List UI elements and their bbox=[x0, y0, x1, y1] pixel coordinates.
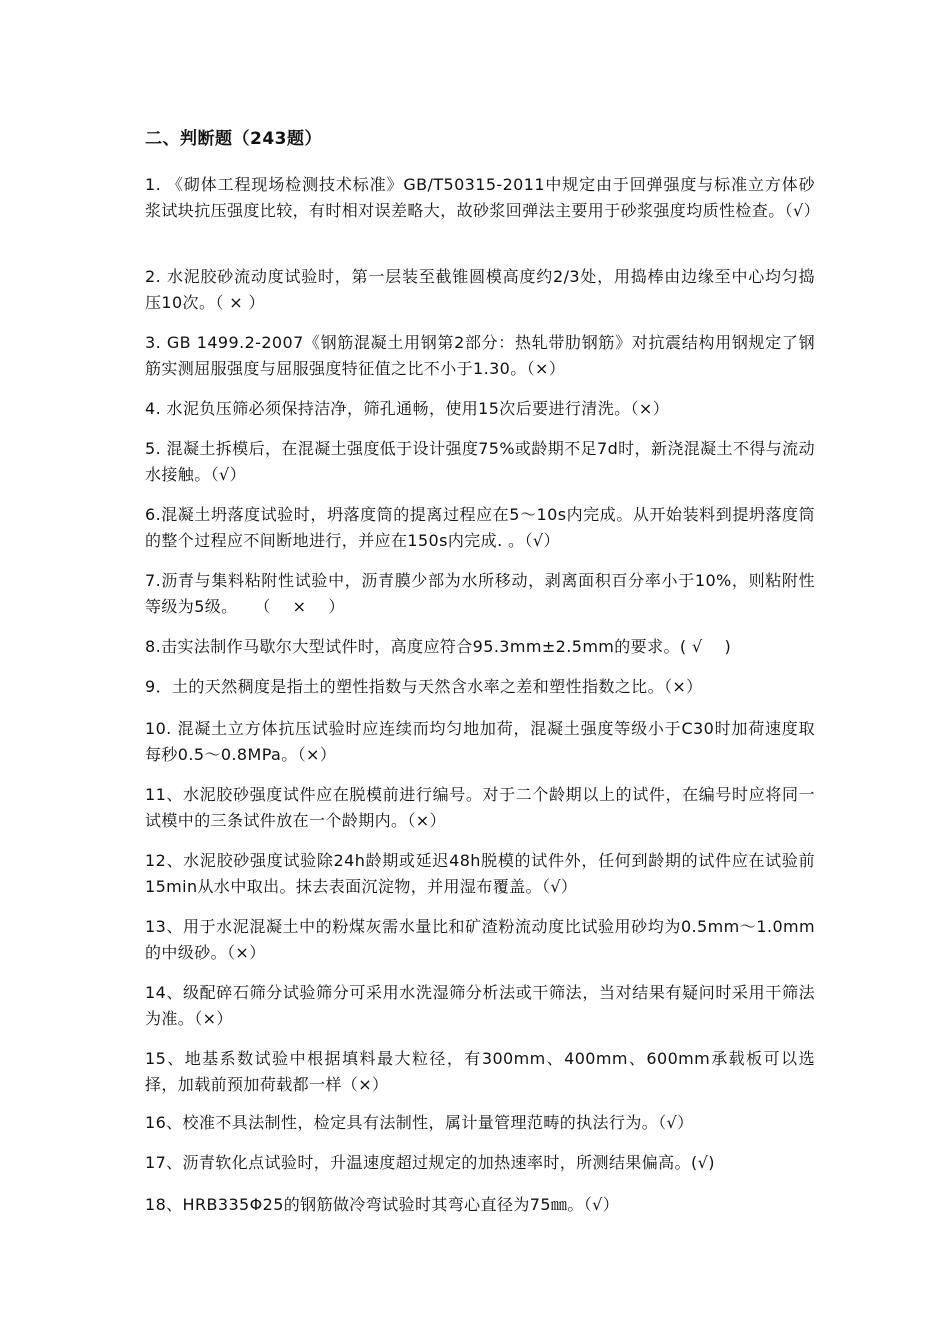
question-3: 3. GB 1499.2-2007《钢筋混凝土用钢第2部分：热轧带肋钢筋》对抗震结构用钢规定了钢筋实测屈服强度与屈服强度特征值之比不小于1.30。（×） bbox=[145, 333, 815, 378]
question-5: 5. 混凝土拆模后，在混凝土强度低于设计强度75%或龄期不足7d时，新浇混凝土不得与流动水接触。（√） bbox=[145, 439, 815, 484]
question-13: 13、用于水泥混凝土中的粉煤灰需水量比和矿渣粉流动度比试验用砂均为0.5mm～1.0mm的中级砂。（×） bbox=[145, 917, 815, 962]
question-2: 2. 水泥胶砂流动度试验时，第一层装至截锥圆模高度约2/3处，用捣棒由边缘至中心均匀捣压10次。（ × ） bbox=[145, 267, 815, 312]
section-title: 二、判断题（243题） bbox=[145, 129, 322, 149]
question-6: 6.混凝土坍落度试验时，坍落度筒的提离过程应在5～10s内完成。从开始装料到提坍落度筒的整个过程应不间断地进行，并应在150s内完成. 。（√） bbox=[145, 505, 815, 550]
question-7: 7.沥青与集料粘附性试验中，沥青膜少部为水所移动，剥离面积百分率小于10%，则粘附性等级为5级。 （ × ） bbox=[145, 571, 815, 616]
question-12: 12、水泥胶砂强度试验除24h龄期或延迟48h脱模的试件外，任何到龄期的试件应在试验前15min从水中取出。抹去表面沉淀物，并用湿布覆盖。（√） bbox=[145, 851, 815, 896]
question-1: 1. 《砌体工程现场检测技术标准》GB/T50315-2011中规定由于回弹强度与标准立方体砂浆试块抗压强度比较，有时相对误差略大，故砂浆回弹法主要用于砂浆强度均质性检查。（√） bbox=[145, 175, 820, 220]
question-15: 15、地基系数试验中根据填料最大粒径，有300mm、400mm、600mm承载板可以选择，加载前预加荷载都一样（×） bbox=[145, 1049, 815, 1094]
question-16: 16、校准不具法制性，检定具有法制性，属计量管理范畴的执法行为。（√） bbox=[145, 1113, 694, 1132]
question-9: 9．土的天然稠度是指土的塑性指数与天然含水率之差和塑性指数之比。（×） bbox=[145, 677, 703, 696]
question-4: 4. 水泥负压筛必须保持洁净，筛孔通畅，使用15次后要进行清洗。（×） bbox=[145, 399, 670, 418]
question-11: 11、水泥胶砂强度试件应在脱模前进行编号。对于二个龄期以上的试件，在编号时应将同一试模中的三条试件放在一个龄期内。（×） bbox=[145, 785, 815, 830]
question-14: 14、级配碎石筛分试验筛分可采用水洗湿筛分析法或干筛法，当对结果有疑问时采用干筛法为准。（×） bbox=[145, 983, 815, 1028]
question-8: 8.击实法制作马歇尔大型试件时，高度应符合95.3mm±2.5mm的要求。( √ ) bbox=[145, 637, 732, 656]
question-10: 10. 混凝土立方体抗压试验时应连续而均匀地加荷，混凝土强度等级小于C30时加荷速度取每秒0.5～0.8MPa。（×） bbox=[145, 719, 815, 764]
question-18: 18、HRB335Φ25的钢筋做冷弯试验时其弯心直径为75㎜。（√） bbox=[145, 1195, 620, 1214]
question-17: 17、沥青软化点试验时，升温速度超过规定的加热速率时，所测结果偏高。(√) bbox=[145, 1153, 715, 1172]
